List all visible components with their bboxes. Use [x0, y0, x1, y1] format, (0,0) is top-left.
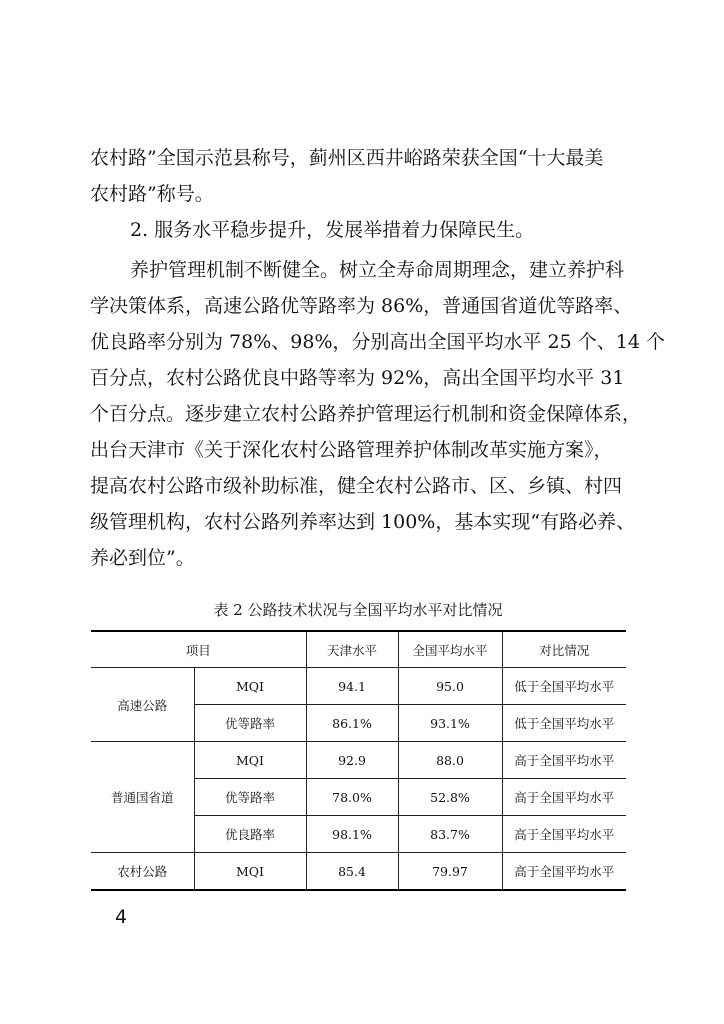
indicator-cell: 优良路率: [194, 816, 306, 853]
header-comparison: 对比情况: [502, 631, 626, 668]
table-header-row: [91, 631, 626, 668]
national-value: 79.97: [398, 853, 502, 891]
indicator-cell: MQI: [194, 742, 306, 779]
comparison-cell: 高于全国平均水平: [502, 816, 626, 853]
text-line: 农村路”称号。: [90, 183, 214, 205]
header-tianjin: 天津水平: [306, 631, 398, 668]
indicator-cell: 优等路率: [194, 779, 306, 816]
table-row: [91, 853, 626, 891]
text-line: 养必到位”。: [90, 547, 195, 569]
text-line: 2. 服务水平稳步提升，发展举措着力保障民生。: [130, 219, 535, 241]
road-condition-comparison-table: [91, 630, 626, 891]
text-line: 农村路”全国示范县称号，蓟州区西井峪路荣获全国“十大最美: [90, 147, 604, 169]
table-row: [91, 668, 626, 705]
group-name: 普通国省道: [91, 742, 194, 853]
text-line: 养护管理机制不断健全。树立全寿命周期理念，建立养护科: [130, 259, 625, 281]
tianjin-value: 85.4: [306, 853, 398, 891]
indicator-cell: MQI: [194, 853, 306, 891]
text-line: 个百分点。逐步建立农村公路养护管理运行机制和资金保障体系，: [90, 403, 642, 425]
group-name: 高速公路: [91, 668, 194, 742]
header-item: 项目: [91, 631, 306, 668]
comparison-cell: 高于全国平均水平: [502, 742, 626, 779]
text-line: 级管理机构，农村公路列养率达到 100%，基本实现“有路必养、: [90, 511, 636, 533]
comparison-cell: 低于全国平均水平: [502, 705, 626, 742]
group-name: 农村公路: [91, 853, 194, 891]
text-line: 学决策体系，高速公路优等路率为 86%，普通国省道优等路率、: [90, 295, 633, 317]
tianjin-value: 98.1%: [306, 816, 398, 853]
tianjin-value: 92.9: [306, 742, 398, 779]
national-value: 95.0: [398, 668, 502, 705]
comparison-cell: 低于全国平均水平: [502, 668, 626, 705]
text-line: 出台天津市《关于深化农村公路管理养护体制改革实施方案》，: [90, 439, 613, 461]
tianjin-value: 86.1%: [306, 705, 398, 742]
comparison-cell: 高于全国平均水平: [502, 779, 626, 816]
page-number: 4: [115, 906, 128, 928]
paragraph-rural-road-awards: [90, 140, 638, 212]
indicator-cell: MQI: [194, 668, 306, 705]
national-value: 93.1%: [398, 705, 502, 742]
comparison-cell: 高于全国平均水平: [502, 853, 626, 891]
national-value: 88.0: [398, 742, 502, 779]
header-national: 全国平均水平: [398, 631, 502, 668]
tianjin-value: 78.0%: [306, 779, 398, 816]
table-caption: 表 2 公路技术状况与全国平均水平对比情况: [213, 601, 503, 619]
indicator-cell: 优等路率: [194, 705, 306, 742]
text-line: 提高农村公路市级补助标准，健全农村公路市、区、乡镇、村四: [90, 475, 623, 497]
tianjin-value: 94.1: [306, 668, 398, 705]
national-value: 83.7%: [398, 816, 502, 853]
national-value: 52.8%: [398, 779, 502, 816]
section-heading-service-level: [90, 212, 638, 248]
table-row: [91, 742, 626, 779]
text-line: 百分点，农村公路优良中路等率为 92%，高出全国平均水平 31: [90, 367, 625, 389]
text-line: 优良路率分别为 78%、98%，分别高出全国平均水平 25 个、14 个: [90, 331, 665, 353]
paragraph-maintenance-mechanism: [90, 252, 665, 576]
